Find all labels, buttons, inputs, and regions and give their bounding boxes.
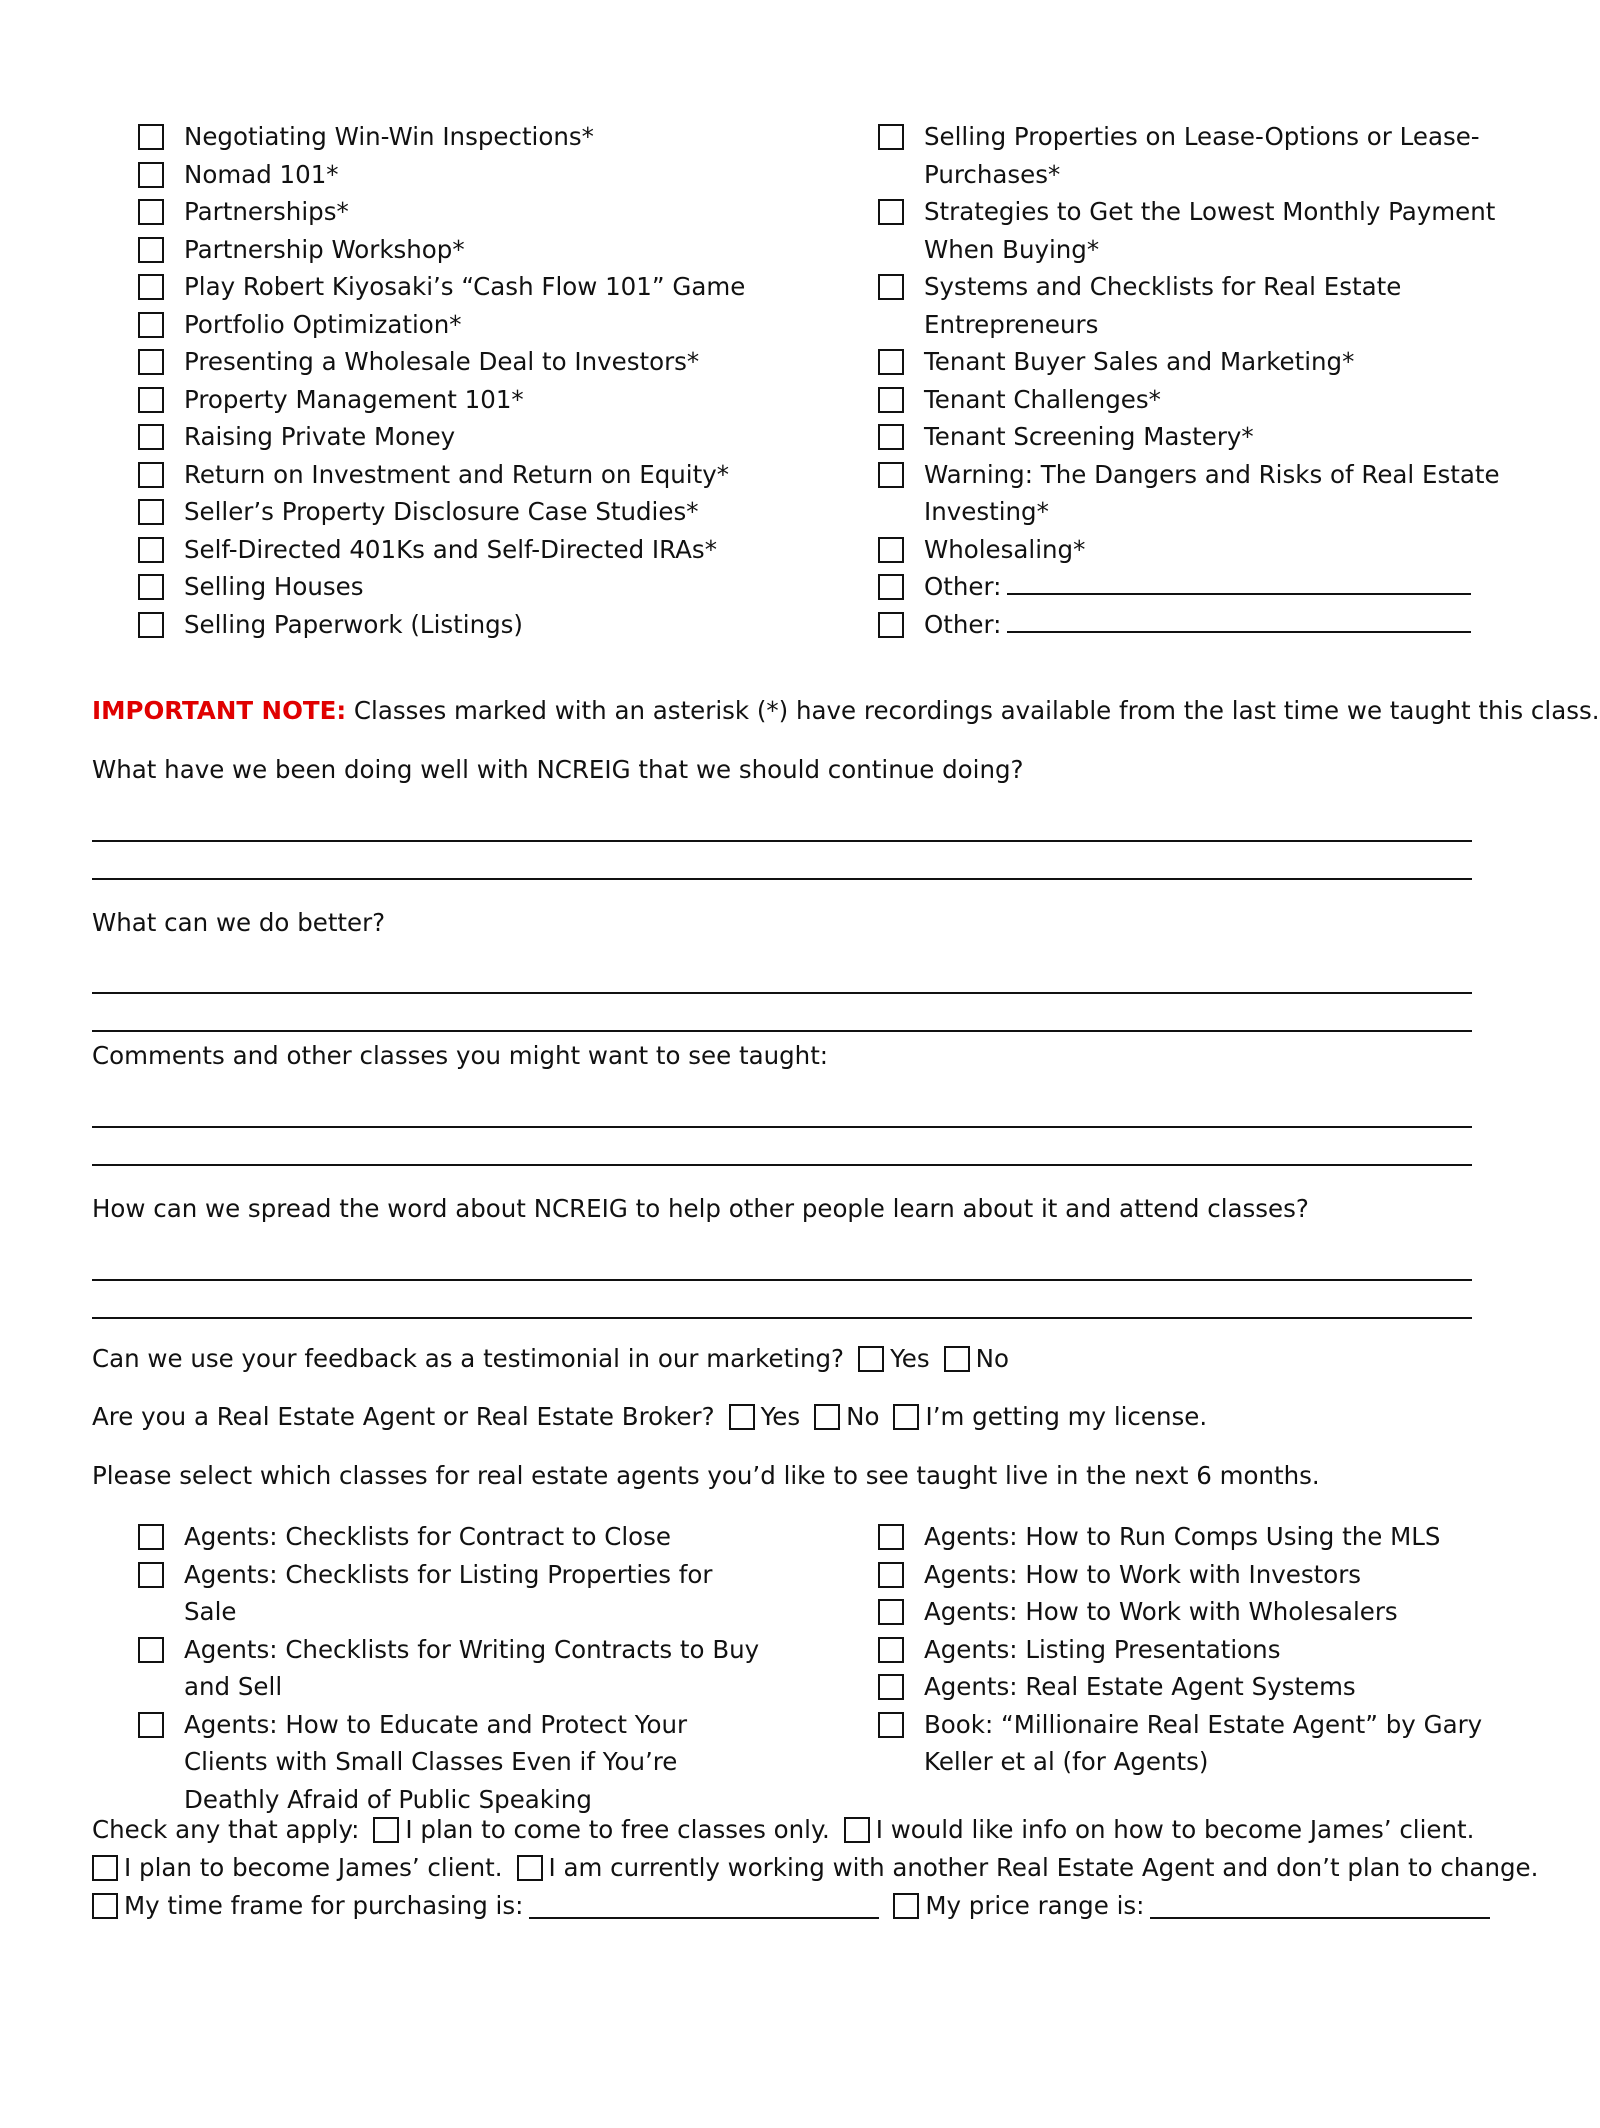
- class-label: Strategies to Get the Lowest Monthly Payment When Buying*: [924, 197, 1496, 264]
- agent-class-list-right: [878, 1518, 1518, 1781]
- agent-class-label: Agents: Listing Presentations: [924, 1634, 1281, 1664]
- testimonial-question: Can we use your feedback as a testimonial in our marketing?: [92, 1344, 845, 1373]
- class-label: Portfolio Optimization*: [184, 309, 462, 339]
- question-spread-word: How can we spread the word about NCREIG to help other people learn about it and attend classes?: [92, 1194, 1309, 1223]
- checkbox[interactable]: [138, 274, 164, 300]
- checkbox[interactable]: [138, 312, 164, 338]
- checkbox[interactable]: [878, 1599, 904, 1625]
- class-label: Return on Investment and Return on Equity*: [184, 459, 729, 489]
- info-label: I would like info on how to become James’ client.: [875, 1815, 1475, 1844]
- working-with-agent-label: I am currently working with another Real Estate Agent and don’t plan to change.: [548, 1853, 1539, 1882]
- checkbox[interactable]: [878, 424, 904, 450]
- answer-line[interactable]: [92, 1030, 1472, 1032]
- checkbox[interactable]: [878, 537, 904, 563]
- checkbox[interactable]: [138, 349, 164, 375]
- answer-line[interactable]: [92, 1126, 1472, 1128]
- checkbox[interactable]: [878, 1562, 904, 1588]
- class-item[interactable]: [878, 118, 1518, 193]
- class-item[interactable]: [878, 343, 1518, 381]
- apply-row-1: [92, 1815, 1474, 1844]
- class-label: Partnerships*: [184, 197, 349, 226]
- checkbox[interactable]: [138, 1562, 164, 1588]
- checkbox[interactable]: [878, 1674, 904, 1700]
- checkbox[interactable]: [138, 237, 164, 263]
- class-item[interactable]: [138, 493, 768, 531]
- agent-class-item[interactable]: [138, 1706, 768, 1819]
- testimonial-yes-label: Yes: [890, 1344, 930, 1373]
- class-label: Seller’s Property Disclosure Case Studies*: [184, 497, 699, 526]
- agent-class-list-left: [138, 1518, 768, 1818]
- price-range-field[interactable]: [1150, 1893, 1490, 1919]
- checkbox[interactable]: [878, 462, 904, 488]
- class-label: Tenant Screening Mastery*: [924, 422, 1254, 451]
- class-label: Tenant Challenges*: [924, 384, 1161, 414]
- class-item[interactable]: [138, 118, 768, 156]
- other-label: Other:: [924, 572, 1002, 601]
- agent-class-label: Agents: How to Work with Investors: [924, 1559, 1362, 1589]
- checkbox[interactable]: [878, 274, 904, 300]
- agent-class-item[interactable]: [138, 1556, 768, 1631]
- checkbox[interactable]: [138, 1637, 164, 1663]
- agent-class-item[interactable]: [878, 1668, 1518, 1706]
- price-range-checkbox[interactable]: [893, 1893, 919, 1919]
- agent-class-label: Agents: How to Work with Wholesalers: [924, 1597, 1398, 1626]
- answer-line[interactable]: [92, 1317, 1472, 1319]
- class-item[interactable]: [138, 456, 768, 494]
- time-frame-field[interactable]: [529, 1893, 879, 1919]
- class-item[interactable]: [138, 531, 768, 569]
- class-label: Presenting a Wholesale Deal to Investors*: [184, 347, 700, 376]
- class-item[interactable]: [138, 568, 768, 606]
- apply-row-3: [92, 1891, 1490, 1920]
- other-field[interactable]: [1007, 607, 1471, 633]
- agent-class-label: Agents: Checklists for Writing Contracts to Buy and Sell: [184, 1634, 760, 1701]
- testimonial-row: [92, 1344, 1009, 1373]
- checkbox[interactable]: [138, 612, 164, 638]
- answer-line[interactable]: [92, 840, 1472, 842]
- become-client-checkbox[interactable]: [92, 1855, 118, 1881]
- testimonial-yes-checkbox[interactable]: [858, 1346, 884, 1372]
- answer-line[interactable]: [92, 992, 1472, 994]
- agent-class-label: Agents: Checklists for Contract to Close: [184, 1522, 672, 1551]
- class-list-right: [878, 118, 1518, 643]
- checkbox[interactable]: [878, 1524, 904, 1550]
- class-item[interactable]: [878, 456, 1518, 531]
- checkbox[interactable]: [878, 349, 904, 375]
- checkbox[interactable]: [138, 199, 164, 225]
- free-classes-checkbox[interactable]: [373, 1817, 399, 1843]
- agent-class-item[interactable]: [878, 1518, 1518, 1556]
- class-item[interactable]: [878, 381, 1518, 419]
- time-frame-checkbox[interactable]: [92, 1893, 118, 1919]
- class-label: Nomad 101*: [184, 159, 339, 189]
- checkbox[interactable]: [138, 162, 164, 188]
- checkbox[interactable]: [878, 1637, 904, 1663]
- checkbox[interactable]: [878, 124, 904, 150]
- question-comments: Comments and other classes you might want to see taught:: [92, 1041, 829, 1070]
- class-label: Tenant Buyer Sales and Marketing*: [924, 347, 1355, 376]
- agent-license-label: I’m getting my license.: [925, 1402, 1208, 1431]
- class-label: Systems and Checklists for Real Estate Entrepreneurs: [924, 272, 1402, 339]
- checkbox[interactable]: [138, 1712, 164, 1738]
- class-label: Selling Houses: [184, 572, 364, 601]
- class-item[interactable]: [138, 231, 768, 269]
- class-list-left: [138, 118, 768, 643]
- checkbox[interactable]: [878, 612, 904, 638]
- apply-prompt: Check any that apply:: [92, 1815, 360, 1844]
- class-label: Property Management 101*: [184, 384, 524, 414]
- class-item[interactable]: [878, 268, 1518, 343]
- checkbox[interactable]: [878, 199, 904, 225]
- agent-license-checkbox[interactable]: [893, 1404, 919, 1430]
- time-frame-label: My time frame for purchasing is:: [124, 1891, 524, 1920]
- checkbox[interactable]: [138, 574, 164, 600]
- testimonial-no-checkbox[interactable]: [944, 1346, 970, 1372]
- checkbox[interactable]: [138, 124, 164, 150]
- agent-class-item[interactable]: [138, 1631, 768, 1706]
- agent-class-item[interactable]: [878, 1593, 1518, 1631]
- agent-class-label: Agents: How to Run Comps Using the MLS: [924, 1522, 1441, 1551]
- agent-yes-label: Yes: [760, 1402, 801, 1431]
- class-label: Warning: The Dangers and Risks of Real Estate Investing*: [924, 459, 1500, 526]
- class-label: Self-Directed 401Ks and Self-Directed IRAs*: [184, 534, 717, 564]
- class-item[interactable]: [138, 343, 768, 381]
- class-label: Negotiating Win-Win Inspections*: [184, 122, 594, 151]
- agent-question: Are you a Real Estate Agent or Real Estate Broker?: [92, 1402, 715, 1431]
- agent-class-item[interactable]: [878, 1706, 1518, 1781]
- checkbox[interactable]: [138, 537, 164, 563]
- checkbox[interactable]: [138, 1524, 164, 1550]
- class-item[interactable]: [138, 156, 768, 194]
- agent-class-label: Agents: Real Estate Agent Systems: [924, 1672, 1356, 1701]
- class-label: Play Robert Kiyosaki’s “Cash Flow 101” Game: [184, 272, 746, 301]
- other-item[interactable]: [878, 606, 1518, 644]
- checkbox[interactable]: [878, 387, 904, 413]
- checkbox[interactable]: [878, 574, 904, 600]
- class-label: Wholesaling*: [924, 534, 1086, 564]
- class-item[interactable]: [138, 381, 768, 419]
- testimonial-no-label: No: [975, 1344, 1009, 1373]
- checkbox[interactable]: [138, 499, 164, 525]
- agent-class-label: Agents: How to Educate and Protect Your Clients with Small Classes Even if You’re Deathly Afraid of Public Speaking: [184, 1709, 688, 1814]
- answer-line[interactable]: [92, 1279, 1472, 1281]
- class-label: Selling Properties on Lease-Options or Lease-Purchases*: [924, 122, 1480, 189]
- other-item[interactable]: [878, 568, 1518, 606]
- important-note: [92, 696, 1600, 725]
- agent-yes-checkbox[interactable]: [729, 1404, 755, 1430]
- agent-no-label: No: [846, 1402, 880, 1431]
- question-continue: What have we been doing well with NCREIG that we should continue doing?: [92, 755, 1024, 784]
- apply-row-2: [92, 1853, 1538, 1882]
- agent-row: [92, 1402, 1207, 1431]
- checkbox[interactable]: [138, 424, 164, 450]
- class-item[interactable]: [878, 531, 1518, 569]
- important-note-text: Classes marked with an asterisk (*) have recordings available from the last time we taught this class.: [346, 696, 1600, 725]
- class-item[interactable]: [138, 193, 768, 231]
- free-classes-label: I plan to come to free classes only.: [405, 1815, 830, 1844]
- answer-line[interactable]: [92, 1164, 1472, 1166]
- agent-class-item[interactable]: [138, 1518, 768, 1556]
- class-label: Partnership Workshop*: [184, 234, 465, 264]
- class-item[interactable]: [138, 606, 768, 644]
- class-label: Raising Private Money: [184, 422, 456, 451]
- other-label: Other:: [924, 609, 1002, 639]
- price-range-label: My price range is:: [925, 1891, 1145, 1920]
- question-better: What can we do better?: [92, 908, 386, 937]
- important-note-label: IMPORTANT NOTE:: [92, 696, 347, 725]
- class-item[interactable]: [138, 306, 768, 344]
- agent-class-item[interactable]: [878, 1631, 1518, 1669]
- class-item[interactable]: [878, 418, 1518, 456]
- class-item[interactable]: [138, 418, 768, 456]
- class-item[interactable]: [878, 193, 1518, 268]
- agent-class-label: Book: “Millionaire Real Estate Agent” by Gary Keller et al (for Agents): [924, 1709, 1483, 1776]
- working-with-agent-checkbox[interactable]: [517, 1855, 543, 1881]
- class-label: Selling Paperwork (Listings): [184, 609, 523, 639]
- checkbox[interactable]: [878, 1712, 904, 1738]
- other-field[interactable]: [1007, 569, 1471, 595]
- agent-no-checkbox[interactable]: [814, 1404, 840, 1430]
- checkbox[interactable]: [138, 387, 164, 413]
- become-client-label: I plan to become James’ client.: [124, 1853, 503, 1882]
- agent-class-label: Agents: Checklists for Listing Properties for Sale: [184, 1559, 713, 1626]
- checkbox[interactable]: [138, 462, 164, 488]
- answer-line[interactable]: [92, 878, 1472, 880]
- agent-classes-prompt: Please select which classes for real estate agents you’d like to see taught live in the next 6 months.: [92, 1461, 1320, 1490]
- agent-class-item[interactable]: [878, 1556, 1518, 1594]
- info-checkbox[interactable]: [844, 1817, 870, 1843]
- class-item[interactable]: [138, 268, 768, 306]
